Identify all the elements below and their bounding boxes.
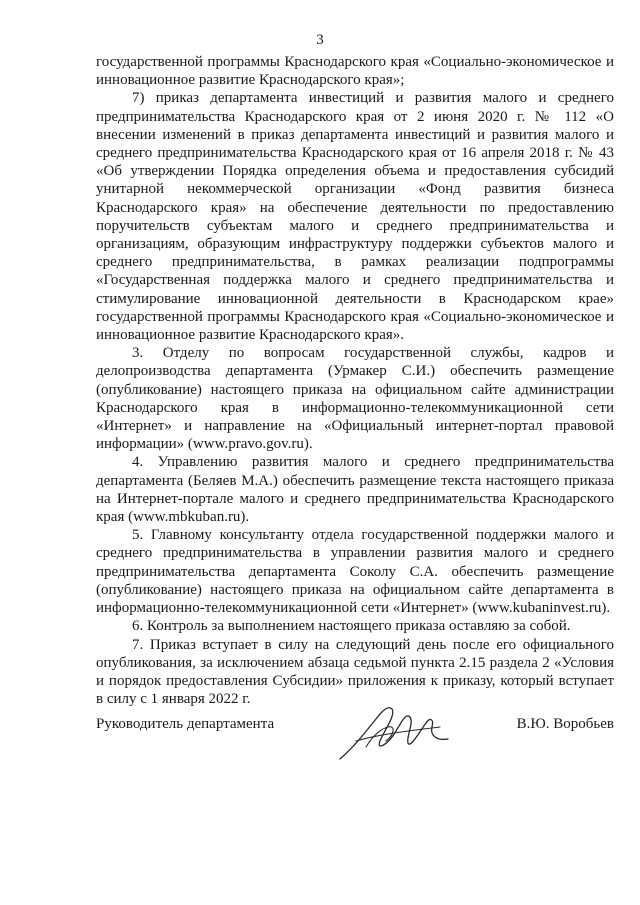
- document-body: [96, 53, 614, 708]
- paragraph-item-7-order: 7) приказ департамента инвестиций и развития малого и среднего предпринимательства Краснодарского края от 2 июня 2020 г. № 112 «О внесении изменений в приказ департамента инвестиций и развития малого и среднего предпринимательства Краснодарского края от 16 апреля 2018 г. № 43 «Об утверждении Порядка определения объема и предоставления субсидий унитарной некоммерческой организации «Фонд развития бизнеса Краснодарского края» на обеспечение деятельности по предоставлению поручительств субъектам малого и среднего предпринимательства и организациям, образующим инфраструктуру поддержки субъектов малого и среднего предпринимательства, в рамках реализации подпрограммы «Государственная поддержка малого и среднего предпринимательства и стимулирование инновационной деятельности в Краснодарском крае» государственной программы Краснодарского края «Социально-экономическое и инновационное развитие Краснодарского края».: [96, 90, 614, 344]
- signature-block: [96, 707, 614, 767]
- handwritten-signature: [336, 701, 456, 763]
- paragraph-point-7: 7. Приказ вступает в силу на следующий день после его официального опубликования, за исключением абзаца седьмой пункта 2.15 раздела 2 «Условия и порядок предоставления Субсидии» приложения к приказу, который вступает в силу с 1 января 2022 г.: [96, 636, 614, 708]
- paragraph-point-6: 6. Контроль за выполнением настоящего приказа оставляю за собой.: [132, 618, 571, 635]
- signatory-position: Руководитель департамента: [96, 716, 275, 732]
- paragraph-continuation: государственной программы Краснодарского края «Социально-экономическое и инновационное развитие Краснодарского края»;: [96, 54, 614, 89]
- page-number: 3: [316, 32, 324, 48]
- paragraph-point-4: 4. Управлению развития малого и среднего предпринимательства департамента (Беляев М.А.) обеспечить размещение текста настоящего приказа на Интернет-портале малого и среднего предпринимательства Краснодарского края (www.mbkuban.ru).: [96, 454, 614, 526]
- paragraph-point-3: 3. Отделу по вопросам государственной службы, кадров и делопроизводства департамента (Урмакер С.И.) обеспечить размещение (опубликование) настоящего приказа на официальном сайте администрации Краснодарского края в информационно-телекоммуникационной сети «Интернет» и направление на «Официальный интернет-портал правовой информации» (www.pravo.gov.ru).: [96, 345, 614, 453]
- paragraph-point-5: 5. Главному консультанту отдела государственной поддержки малого и среднего предпринимательства в управлении развития малого и среднего предпринимательства департамента Соколу С.А. обеспечить размещение (опубликование) настоящего приказа на официальном сайте департамента в информационно-телекоммуникационной сети «Интернет» (www.kubaninvest.ru).: [96, 527, 614, 617]
- signatory-name: В.Ю. Воробьев: [516, 716, 614, 732]
